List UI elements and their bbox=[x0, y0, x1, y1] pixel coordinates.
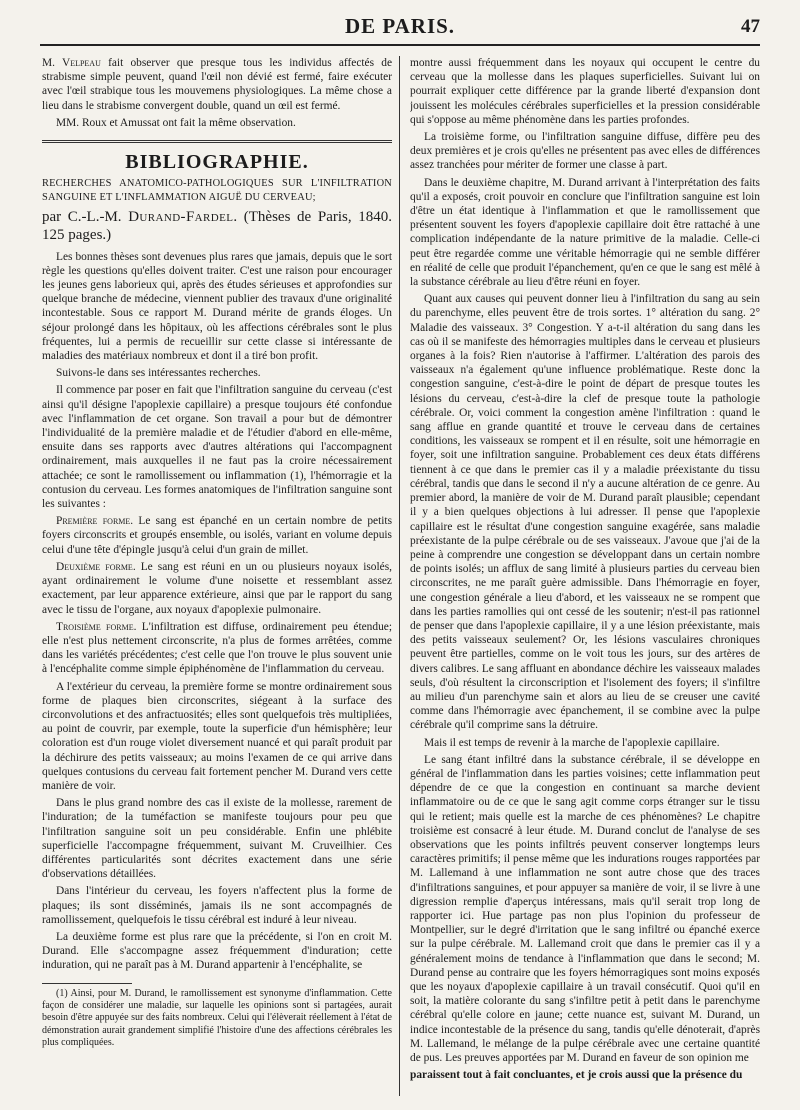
book-author-prefix: par C.-L.-M. bbox=[42, 208, 129, 225]
body-paragraph: Il commence par poser en fait que l'infiltration sanguine du cerveau (c'est ainsi qu'il désigne l'apoplexie capillaire) a presque toujours été confondue avec l'inflammation de cet organe. Son travail a pour but de démontrer l'individualité de la première maladie et de l'étudier d'abord en elle-même, ensuite dans ses rapports avec d'autres altérations qui l'accompagnent ordinairement, mais auxquelles il ne faut pas la croire nécessairement attachée; ce sont le ramollissement ou inflammation (1), l'hémorragie et la contusion du cerveau. Les formes anatomiques de l'infiltration sanguine sont les suivantes : bbox=[42, 384, 392, 511]
column-rule bbox=[399, 56, 400, 1096]
form-paragraph bbox=[42, 620, 392, 677]
body-paragraph: La troisième forme, ou l'infiltration sanguine diffuse, diffère peu des deux premières et je crois qu'elles ne présentent pas avec elles de différences assez tranchées pour mériter de former une classe à part. bbox=[410, 131, 760, 172]
body-paragraph: Dans le deuxième chapitre, M. Durand arrivant à l'interprétation des faits qu'il a exposés, croit pouvoir en conclure que l'infiltration sanguine est loin d'être un état identique à l'inflammation et que le ramollissement que présentent souvent les foyers d'apoplexie capillaire doit être rattaché à une complication indépendante de la nature primitive de la maladie. Celle-ci peut être regardée comme une véritable hémorragie qui ne semble différer en réalité de celle que produit l'épanchement, qu'en ce que le sang est mêlé à la substance cérébrale au lieu d'être réuni en foyer. bbox=[410, 176, 760, 289]
body-paragraph: Dans l'intérieur du cerveau, les foyers n'affectent plus la forme de plaques; ils sont disséminés, jamais ils ne sont accompagnés de ramollissement, quelquefois le tissu cérébral est induré à leur niveau. bbox=[42, 885, 392, 926]
last-line: paraissent tout à fait concluantes, et je crois aussi que la présence du bbox=[410, 1069, 743, 1082]
body-paragraph: Dans le plus grand nombre des cas il existe de la mollesse, rarement de l'induration; de la tuméfaction se manifeste toujours pour peu que l'infiltration sanguine soit un peu considérable. Enfin une phlébite superficielle l'accompagne fréquemment, suivant M. Cruveilhier. Ces différentes particularités sont décrites exactement dans une série d'observations détaillées. bbox=[42, 797, 392, 881]
section-title: BIBLIOGRAPHIE. bbox=[125, 151, 309, 174]
intro-paragraph-2: MM. Roux et Amussat ont fait la même observation. bbox=[56, 116, 296, 129]
running-head: DE PARIS. bbox=[344, 14, 456, 38]
book-author-suffix: . (Thèses de Paris, 1840. 125 pages.) bbox=[42, 208, 392, 243]
page-number: 47 bbox=[741, 16, 760, 37]
form-label: Deuxième forme bbox=[56, 560, 133, 573]
page-header bbox=[40, 14, 760, 46]
body-paragraph: Quant aux causes qui peuvent donner lieu à l'infiltration du sang au sein du parenchyme, elles peuvent être de trois sortes. 1° altération du sang. 2° Maladie des vaisseaux. 3° Congestion. Y a-t-il altération du sang dans les cas où il se manifeste des hémorragies multiples dans le cerveau et plusieurs organes à la fois? Rien n'autorise à l'affirmer. L'altération des parois des vaisseaux n'a également qu'une influence problématique. Reste donc la congestion sanguine, c'est-à-dire le point de départ de presque toutes les lésions du cerveau, c'est-à-dire la clef de presque toute la pathologie cérébrale. Or, voici comment la congestion amène l'infiltration : quand le sang afflue en grande quantité et trouve le cerveau dans de certaines conditions, les vaisseaux se rompent et il en résulte, soit une hémorragie en foyer, soit une infiltration sanguine. Probablement ces deux états différens tiennent à ce que dans le premier cas il y a maladie préexistante du tissu cérébral, tandis que dans le second il n'y a aucune altération de ce genre. Au premier abord, la manière de voir de M. Durand paraît plausible; cependant il y a bien quelques objections à lui adresser. Il pense que l'apoplexie capillaire est le résultat d'une congestion sanguine exagérée, sans maladie préexistante de la pulpe cérébrale ou de ses vaisseaux. J'avoue que j'ai de la peine à comprendre une congestion se développant dans un certain nombre de points isolés; un afflux de sang limité à plusieurs parties du cerveau bien circonscrites, ne me paraît guère admissible. Dans l'hémorragie en foyer, une congestion générale a lieu d'abord, et les vaisseaux ne se rompent que dans les parties ramollies qui ont cessé de les soutenir; n'est-il pas rationnel de penser que dans l'apoplexie capillaire, il y a une lésion préexistante, mais des petits vaisseaux seulement? Or, les lésions vasculaires chroniques peuvent être partielles, comme on le voit tous les jours, sur des artères de divers calibres. Le sang affluant en abondance déchire les vaisseaux malades seuls, d'où résultent la circonscription et l'isolement des foyers; il s'infiltre au milieu d'un parenchyme sain et alors au lieu de se creuser une cavité comme dans l'hémorragie avec épanchement, il se combine avec la pulpe cérébrale qu'il comprime sans la détruire. bbox=[410, 293, 760, 732]
body-paragraph: montre aussi fréquemment dans les noyaux qui occupent le centre du cerveau que la mollesse dans les plaques superficielles. Suivant lui on pourrait expliquer cette différence par la grande liberté d'expansion dont jouissent les molécules cérébrales superficielles et la pression considérable qui s'oppose au même phénomène dans les parties profondes. bbox=[410, 57, 760, 126]
book-author-name: Durand-Fardel bbox=[128, 208, 234, 225]
footnote: (1) Ainsi, pour M. Durand, le ramollissement est synonyme d'inflammation. Cette façon de considérer une maladie, sur laquelle les opinions sont si partagées, aurait besoin d'être appuyée sur des faits nombreux. Celui qui l'élèverait réellement à l'état de démonstration aurait grandement simplifié l'histoire d'une des affections cérébrales les plus compliquées. bbox=[42, 987, 392, 1049]
intro-paragraph bbox=[42, 56, 392, 113]
section-divider bbox=[42, 140, 392, 143]
intro-text: fait observer que presque tous les individus affectés de strabisme simple peuvent, quand l'œil non dévié est fermé, faire exécuter avec l'œil strabique tous les mouvemens physiologiques. La même chose a lieu dans le strabisme convergent double, quand un œil est fermé. bbox=[42, 57, 392, 112]
footnote-divider bbox=[42, 983, 132, 984]
form-text: . Le sang est réuni en un ou plusieurs noyaux isolés, ayant ordinairement le volume d'une noisette et ressemblant assez exactement, par leur apparence extérieure, ainsi que par le rapport du sang avec le tissu de l'organe, aux noyaux d'apoplexie pulmonaire. bbox=[42, 560, 392, 616]
book-author bbox=[42, 208, 392, 244]
body-paragraph: Le sang étant infiltré dans la substance cérébrale, il se développe en général de l'inflammation dans les parties voisines; cette inflammation peut dépendre de ce que la congestion en continuant sa marche devient inflammatoire ou de ce que le sang agit comme corps étranger sur le tissu qui le retient; mais quelle est la marche de ces phénomènes? Le chapitre troisième est consacré à leur étude. M. Durand conclut de l'analyse de ses observations que les points infiltrés peuvent conserver longtemps leurs caractères primitifs; il pense même que les indurations rouges rapportées par M. Lallemand à une inflammation ne sont autre chose que des traces d'infiltrations sanguines, et pour appuyer sa manière de voir, il se livre à une digression remplie d'aperçus intéressans, mais qu'il serait trop long de rapporter ici. Hue partage pas non plus l'opinion du professeur de Montpellier, sur le degré d'irritation que le sang infiltré ou épanché exerce sur la pulpe cérébrale. M. Lallemand croit que dans le premier cas il y a généralement moins de tendance à l'inflammation que dans le second; M. Durand pense au contraire que les foyers hémorragiques sont moins exposés que les noyaux d'apoplexie capillaire à un travail consécutif. Quoi qu'il en soit, la matière colorante du sang s'infiltre petit à petit dans le parenchyme cérébral qu'elle colore en jaune; cette nuance est, suivant M. Durand, un indice incontestable de la présence du sang, tandis qu'elle dénoterait, d'après M. Lallemand, le mélange de la pulpe cérébrale avec une certaine quantité de pus. Les preuves apportées par M. Durand en faveur de son opinion me bbox=[410, 753, 760, 1065]
body-paragraph: Mais il est temps de revenir à la marche de l'apoplexie capillaire. bbox=[424, 736, 720, 749]
body-paragraph: Les bonnes thèses sont devenues plus rares que jamais, depuis que le sort règle les questions qu'elles doivent traiter. C'est une raison pour encourager les jeunes gens laborieux qui, après des études sérieuses et approfondies sur quelque branche de médecine, viennent publier des travaux d'une originalité incontestable. Sous ce rapport M. Durand mérite de grands éloges. Un séjour prolongé dans les hôpitaux, où les affections cérébrales sont le plus fréquentes, lui a permis de recueillir sur cette classe si intéressante de maladies des matériaux nombreux et dont il a tiré bon profit. bbox=[42, 250, 392, 363]
book-title: RECHERCHES ANATOMICO-PATHOLOGIQUES SUR L'INFILTRATION SANGUINE ET L'INFLAMMATION AIGUË DU CERVEAU; bbox=[42, 178, 392, 204]
body-paragraph: La deuxième forme est plus rare que la précédente, si l'on en croit M. Durand. Elle s'accompagne assez fréquemment d'induration; cette induration, qui ne paraît pas à M. Durand appartenir à l'encéphalite, se bbox=[42, 930, 392, 972]
form-label: Première forme bbox=[56, 515, 131, 528]
left-column bbox=[42, 56, 392, 1096]
form-label: Troisième forme bbox=[56, 620, 134, 633]
form-text: . L'infiltration est diffuse, ordinairement peu étendue; elle n'est plus nettement circonscrite, n'a plus de formes arrêtées, comme dans les variétés précédentes; c'est celle que l'on trouve le plus souvent unie à l'encéphalite comme simple épiphénomène de l'inflammation du cerveau. bbox=[42, 620, 392, 676]
speaker-name: M. Velpeau bbox=[42, 57, 101, 69]
form-paragraph bbox=[42, 560, 392, 617]
body-paragraph: Suivons-le dans ses intéressantes recherches. bbox=[56, 367, 261, 380]
form-paragraph bbox=[42, 514, 392, 557]
body-paragraph: A l'extérieur du cerveau, la première forme se montre ordinairement sous forme de plaques bien circonscrites, siégeant à la surface des circonvolutions et des anfractuosités; elles sont quelquefois très multipliées, au point de couvrir, par exemple, toute la superficie d'un hémisphère; leur coloration est d'un rouge violet diversement nuancé et qui paraît produit par la déchirure des petits vaisseaux; au moins l'examen de ce qui arrive dans quelques contusions du cerveau fait fortement pencher M. Durand vers cette manière de voir. bbox=[42, 680, 392, 792]
right-column bbox=[410, 56, 760, 1096]
form-text: . Le sang est épanché en un certain nombre de petits foyers circonscrits et groupés ensemble, ou isolés, variant en volume depuis celui d'une tête d'épingle jusqu'à celui d'un grain de millet. bbox=[42, 515, 392, 556]
